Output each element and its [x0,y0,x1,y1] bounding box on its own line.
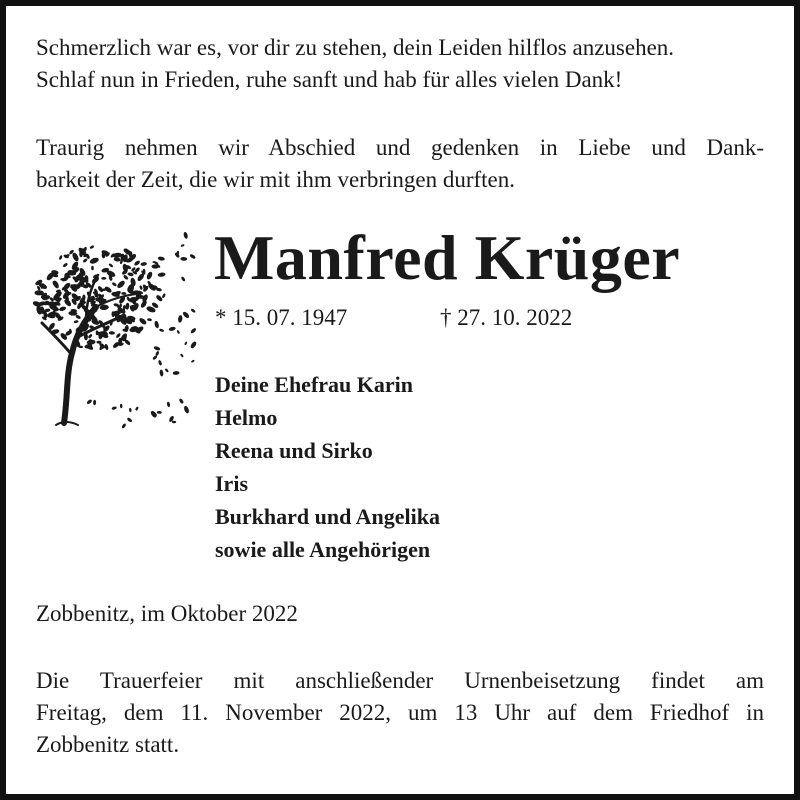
ceremony-info [36,665,764,761]
mourners-list [215,368,440,566]
mourner-name: Helmo [215,405,278,430]
tree-icon [26,225,198,435]
farewell-line: Traurig nehmen wir Abschied und gedenken in Liebe und Dank- [36,135,764,160]
verse-line: Schlaf nun in Frieden, ruhe sanft und hab für alles vielen Dank! [36,67,623,92]
place-and-date: Zobbenitz, im Oktober 2022 [36,601,298,626]
verse-line: Schmerzlich war es, vor dir zu stehen, dein Leiden hilflos anzusehen. [36,35,675,60]
ceremony-line: Zobbenitz statt. [36,732,180,757]
mourner-name: Reena und Sirko [215,438,373,463]
mourner-name: sowie alle Angehörigen [215,537,431,562]
farewell-text [36,132,764,196]
birth-date: * 15. 07. 1947 [215,305,348,330]
verse [36,32,764,96]
mourner-name: Deine Ehefrau Karin [215,372,413,397]
farewell-line: barkeit der Zeit, die wir mit ihm verbringen durften. [36,167,516,192]
deceased-name: Manfred Krüger [214,222,681,293]
mourner-name: Burkhard und Angelika [215,504,440,529]
ceremony-line: Die Trauerfeier mit anschließender Urnenbeisetzung findet am [36,668,764,693]
ceremony-line: Freitag, dem 11. November 2022, um 13 Uhr auf dem Friedhof in [36,700,764,725]
death-date: † 27. 10. 2022 [440,305,573,330]
mourner-name: Iris [215,471,248,496]
